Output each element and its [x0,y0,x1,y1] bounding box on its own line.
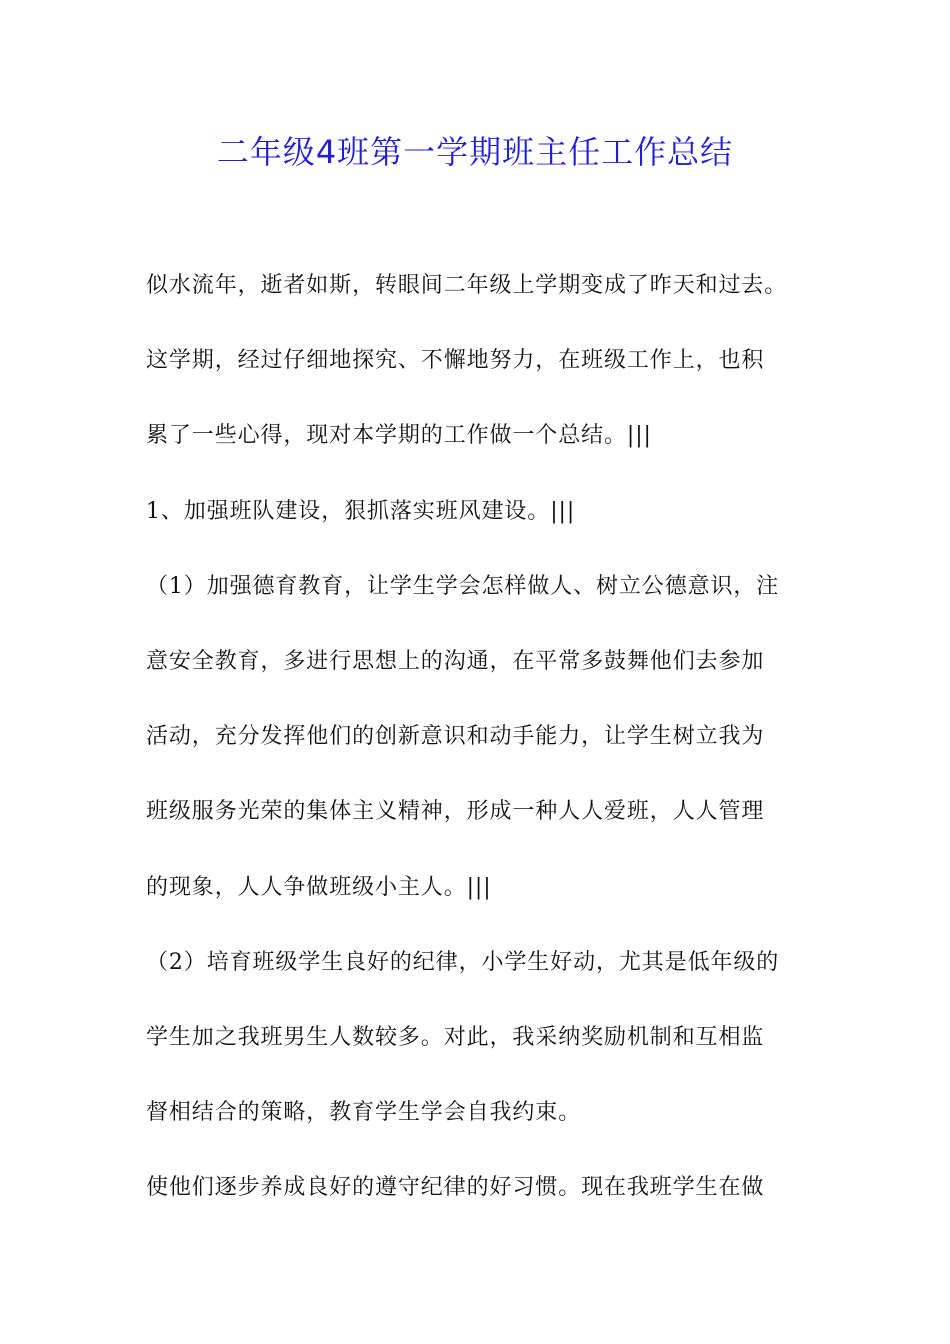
body-line: 这学期，经过仔细地探究、不懈地努力，在班级工作上，也积 [146,348,765,374]
body-line: 的现象，人人争做班级小主人。||| [146,874,492,900]
body-line: 似水流年，逝者如斯，转眼间二年级上学期变成了昨天和过去。 [146,273,788,298]
document-title: 二年级4班第一学期班主任工作总结 [216,133,734,171]
body-line: 1、加强班队建设，狠抓落实班风建设。||| [146,498,576,524]
body-line: 督相结合的策略，教育学生学会自我约束。 [146,1100,582,1126]
body-line: 学生加之我班男生人数较多。对此，我采纳奖励机制和互相监 [146,1024,765,1050]
document-body [146,262,826,1239]
body-line: 班级服务光荣的集体主义精神，形成一种人人爱班，人人管理 [146,799,765,825]
body-line: 活动，充分发挥他们的创新意识和动手能力，让学生树立我为 [146,724,765,750]
body-line: 累了一些心得，现对本学期的工作做一个总结。||| [146,423,652,449]
body-line: （2）培育班级学生良好的纪律，小学生好动，尤其是低年级的 [146,949,780,975]
body-line: （1）加强德育教育，让学生学会怎样做人、树立公德意识，注 [146,573,780,599]
body-line: 使他们逐步养成良好的遵守纪律的好习惯。现在我班学生在做 [146,1175,765,1201]
body-line: 意安全教育，多进行思想上的沟通，在平常多鼓舞他们去参加 [146,648,765,674]
